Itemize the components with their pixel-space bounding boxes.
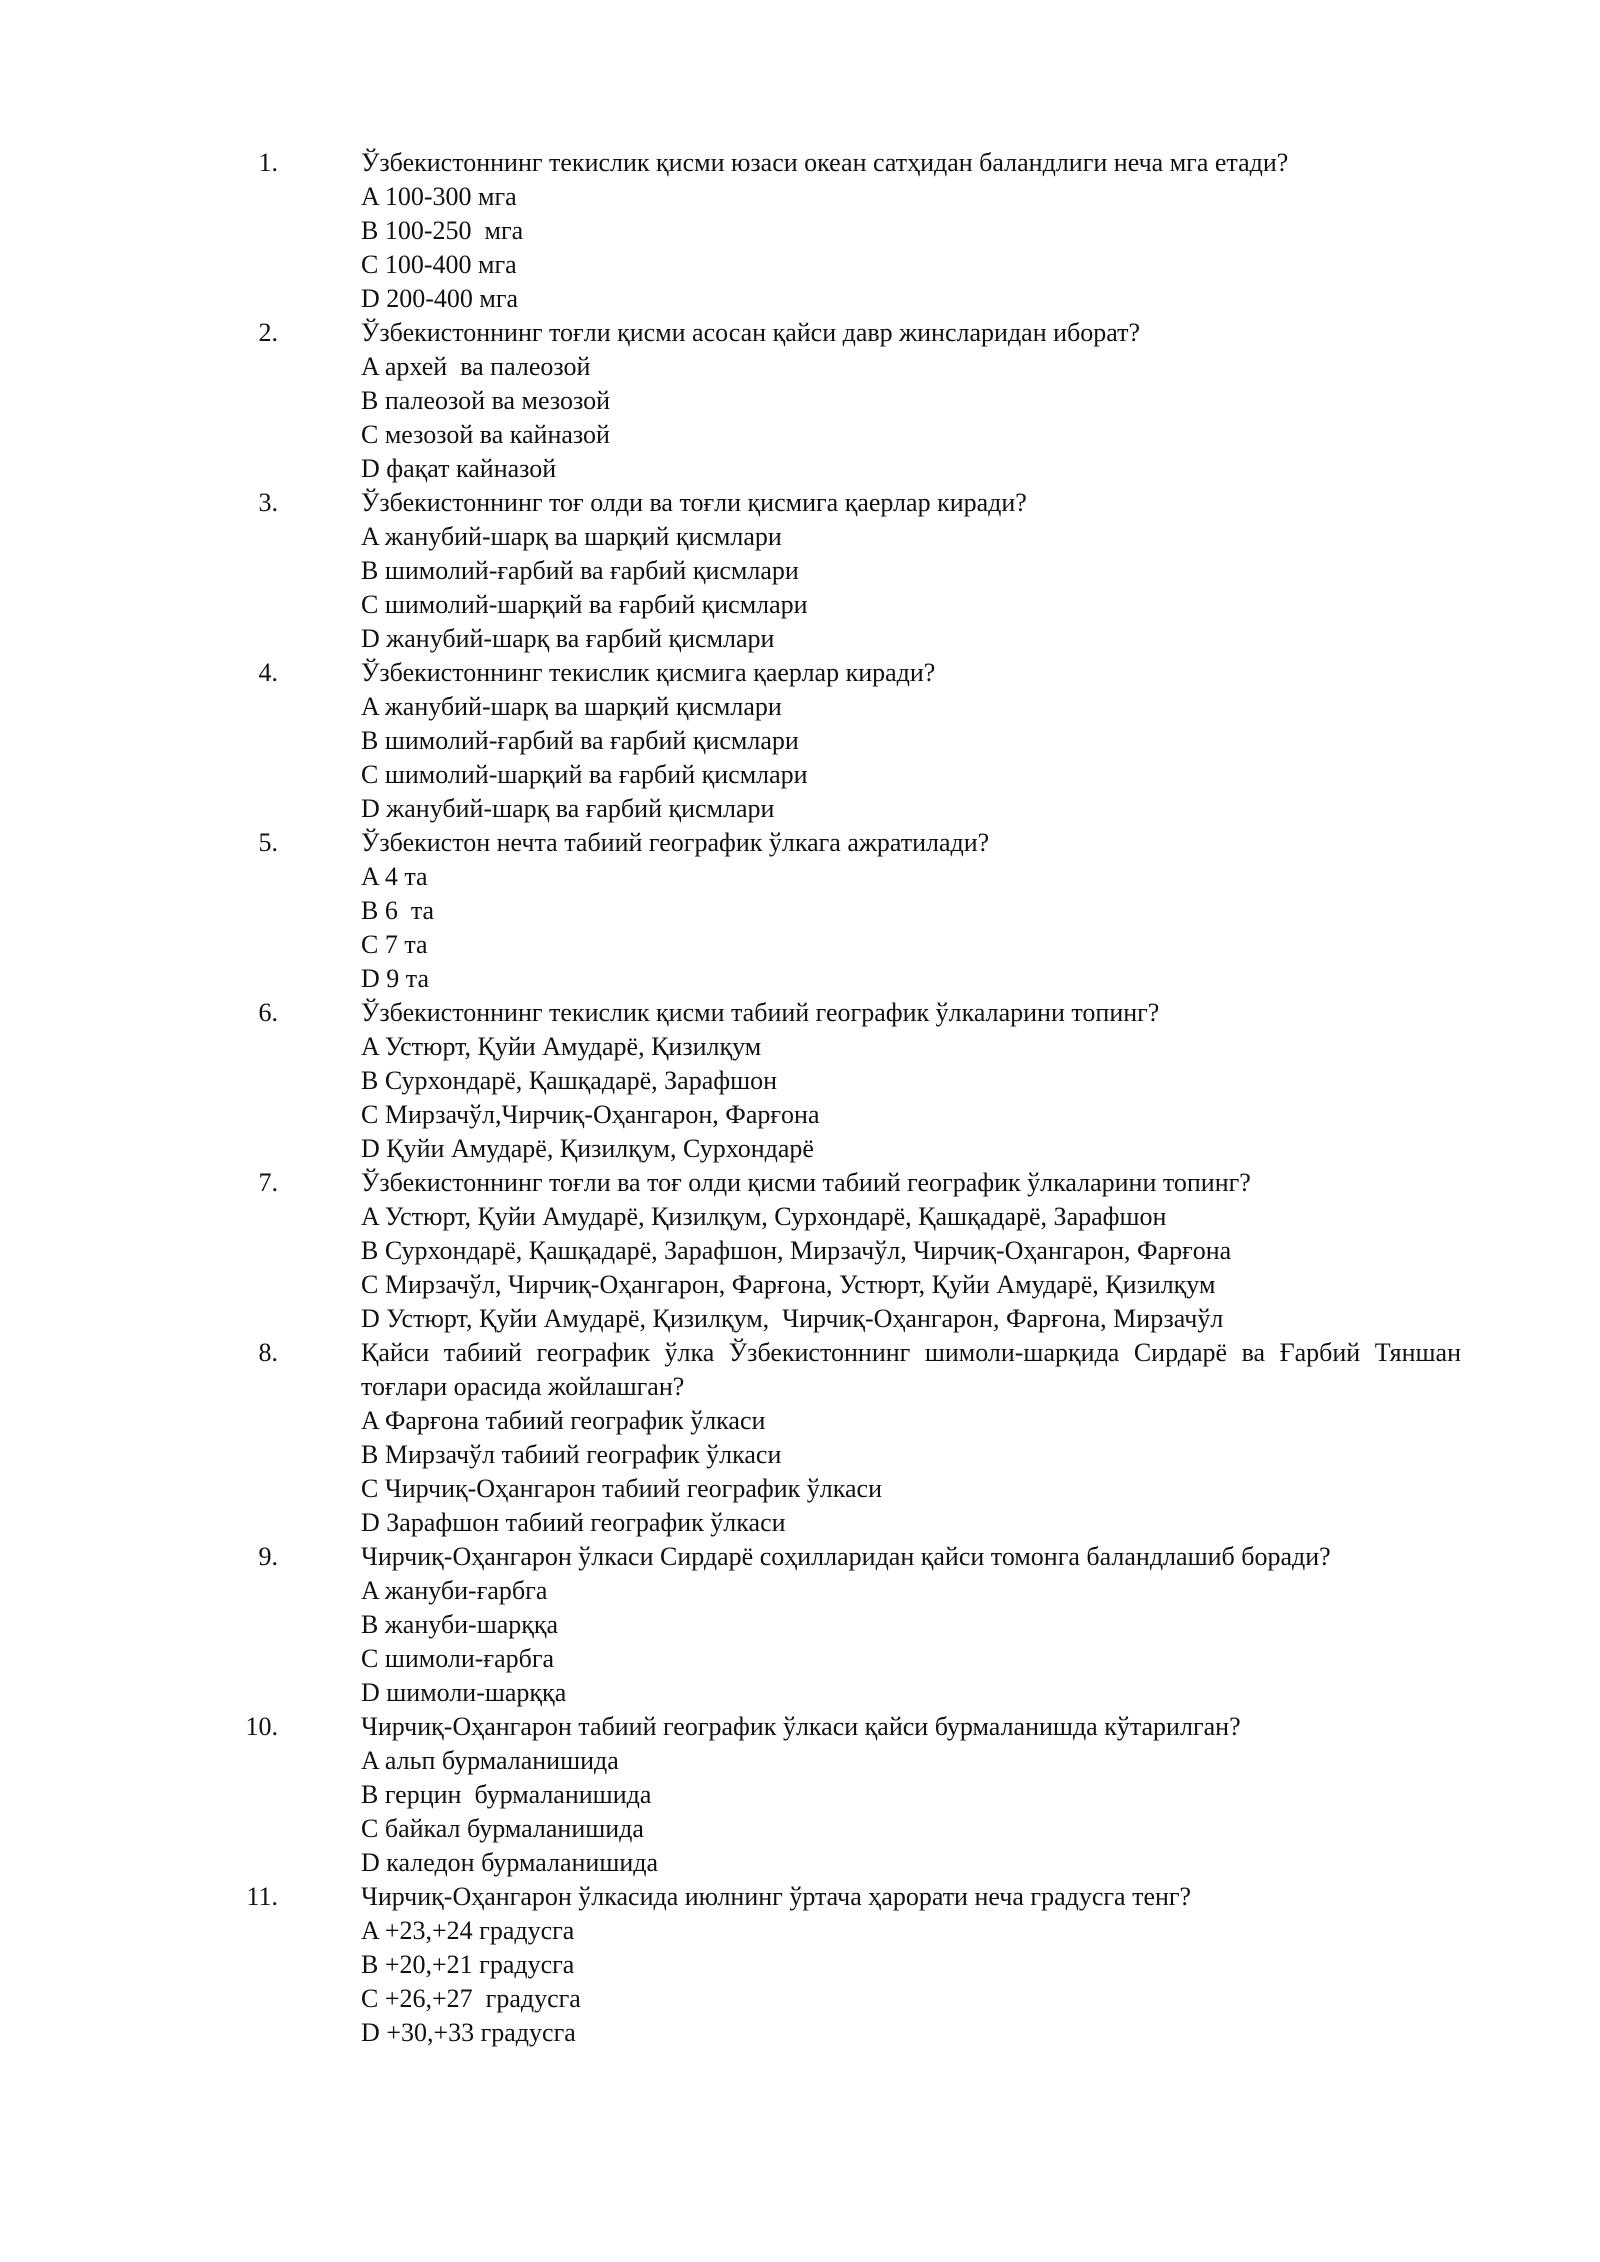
answer-option: B Сурхондарё, Қашқадарё, Зарафшон, Мирзачўл, Чирчиқ-Оҳангарон, Фарғона	[361, 1236, 1232, 1265]
answer-option: A 100-300 мга	[361, 182, 517, 211]
answer-options	[361, 350, 1600, 486]
answer-option: A жанубий-шарқ ва шарқий қисмлари	[361, 522, 782, 551]
answer-option: C Мирзачўл,Чирчиқ-Оҳангарон, Фарғона	[361, 1100, 820, 1129]
answer-option: B герцин бурмаланишида	[361, 1780, 652, 1809]
answer-option: A Устюрт, Қуйи Амударё, Қизилқум, Сурхондарё, Қашқадарё, Зарафшон	[361, 1202, 1167, 1231]
answer-option: B шимолий-ғарбий ва ғарбий қисмлари	[361, 556, 799, 585]
question-text: Ўзбекистоннинг тоғли қисми асосан қайси давр жинсларидан иборат?	[361, 318, 1141, 347]
question-list	[0, 146, 1600, 2050]
question-text: Қайси табиий географик ўлка Ўзбекистоннинг шимоли-шарқида Сирдарё ва Ғарбий Тяншан тоғлари орасида жойлашган?	[361, 1338, 1461, 1401]
question-number: 1.	[258, 148, 278, 177]
answer-option: C мезозой ва кайназой	[361, 420, 610, 449]
answer-option: A Устюрт, Қуйи Амударё, Қизилқум	[361, 1032, 762, 1061]
question-item	[0, 1540, 1600, 1710]
answer-option: D 9 та	[361, 964, 429, 993]
answer-option: D каледон бурмаланишида	[361, 1848, 659, 1877]
question-number: 8.	[258, 1338, 278, 1367]
answer-options	[361, 860, 1600, 996]
question-item	[0, 996, 1600, 1166]
answer-option: B 6 та	[361, 896, 435, 925]
question-item	[0, 826, 1600, 996]
question-text: Ўзбекистоннинг текислик қисми юзаси океан сатҳидан баландлиги неча мга етади?	[361, 148, 1289, 177]
answer-option: A Фарғона табиий географик ўлкаси	[361, 1406, 766, 1435]
answer-option: A жануби-ғарбга	[361, 1576, 548, 1605]
answer-options	[361, 1574, 1600, 1710]
answer-option: B палеозой ва мезозой	[361, 386, 611, 415]
answer-option: B +20,+21 градусга	[361, 1950, 575, 1979]
answer-option: C шимолий-шарқий ва ғарбий қисмлари	[361, 590, 808, 619]
answer-options	[361, 1200, 1600, 1336]
question-text: Ўзбекистоннинг текислик қисмига қаерлар киради?	[361, 658, 936, 687]
answer-option: D жанубий-шарқ ва ғарбий қисмлари	[361, 624, 775, 653]
answer-option: A жанубий-шарқ ва шарқий қисмлари	[361, 692, 782, 721]
answer-option: A +23,+24 градусга	[361, 1916, 575, 1945]
question-item	[0, 316, 1600, 486]
answer-option: C шимоли-ғарбга	[361, 1644, 555, 1673]
answer-options	[361, 520, 1600, 656]
question-text: Ўзбекистон нечта табиий географик ўлкага ажратилади?	[361, 828, 990, 857]
answer-option: D фақат кайназой	[361, 454, 557, 483]
answer-option: C Чирчиқ-Оҳангарон табиий географик ўлкаси	[361, 1474, 882, 1503]
answer-option: C +26,+27 градусга	[361, 1984, 581, 2013]
answer-option: B Мирзачўл табиий географик ўлкаси	[361, 1440, 782, 1469]
answer-option: D Қуйи Амударё, Қизилқум, Сурхондарё	[361, 1134, 814, 1163]
answer-options	[361, 1914, 1600, 2050]
question-item	[0, 146, 1600, 316]
answer-options	[361, 1030, 1600, 1166]
answer-option: A архей ва палеозой	[361, 352, 591, 381]
answer-option: C 100-400 мга	[361, 250, 517, 279]
question-number: 10.	[245, 1712, 278, 1741]
answer-option: C Мирзачўл, Чирчиқ-Оҳангарон, Фарғона, Устюрт, Қуйи Амударё, Қизилқум	[361, 1270, 1216, 1299]
question-text: Чирчиқ-Оҳангарон ўлкасида июлнинг ўртача ҳарорати неча градусга тенг?	[361, 1882, 1192, 1911]
question-number: 5.	[258, 828, 278, 857]
answer-options	[361, 1404, 1600, 1540]
question-number: 7.	[258, 1168, 278, 1197]
question-text: Чирчиқ-Оҳангарон табиий географик ўлкаси қайси бурмаланишда кўтарилган?	[361, 1712, 1241, 1741]
question-number: 3.	[258, 488, 278, 517]
answer-option: D шимоли-шарққа	[361, 1678, 567, 1707]
answer-option: C шимолий-шарқий ва ғарбий қисмлари	[361, 760, 808, 789]
answer-options	[361, 1744, 1600, 1880]
answer-option: A альп бурмаланишида	[361, 1746, 619, 1775]
answer-option: D жанубий-шарқ ва ғарбий қисмлари	[361, 794, 775, 823]
question-text: Ўзбекистоннинг тоғли ва тоғ олди қисми табиий географик ўлкаларини топинг?	[361, 1168, 1251, 1197]
question-item	[0, 656, 1600, 826]
question-number: 9.	[258, 1542, 278, 1571]
question-number: 4.	[258, 658, 278, 687]
question-item	[0, 1880, 1600, 2050]
answer-option: B жануби-шарққа	[361, 1610, 559, 1639]
question-text: Чирчиқ-Оҳангарон ўлкаси Сирдарё соҳилларидан қайси томонга баландлашиб боради?	[361, 1542, 1331, 1571]
answer-option: B Сурхондарё, Қашқадарё, Зарафшон	[361, 1066, 778, 1095]
answer-option: D Зарафшон табиий географик ўлкаси	[361, 1508, 786, 1537]
question-number: 6.	[258, 998, 278, 1027]
answer-option: B шимолий-ғарбий ва ғарбий қисмлари	[361, 726, 799, 755]
answer-option: B 100-250 мга	[361, 216, 524, 245]
answer-option: C байкал бурмаланишида	[361, 1814, 644, 1843]
answer-options	[361, 180, 1600, 316]
answer-option: D 200-400 мга	[361, 284, 519, 313]
answer-option: D +30,+33 градусга	[361, 2018, 576, 2047]
answer-options	[361, 690, 1600, 826]
question-item	[0, 1710, 1600, 1880]
answer-option: A 4 та	[361, 862, 428, 891]
question-item	[0, 1336, 1600, 1540]
question-number: 2.	[258, 318, 278, 347]
answer-option: D Устюрт, Қуйи Амударё, Қизилқум, Чирчиқ-Оҳангарон, Фарғона, Мирзачўл	[361, 1304, 1224, 1333]
question-text: Ўзбекистоннинг текислик қисми табиий географик ўлкаларини топинг?	[361, 998, 1160, 1027]
question-number: 11.	[246, 1882, 278, 1911]
question-item	[0, 1166, 1600, 1336]
answer-option: C 7 та	[361, 930, 428, 959]
question-text: Ўзбекистоннинг тоғ олди ва тоғли қисмига қаерлар киради?	[361, 488, 1027, 517]
question-item	[0, 486, 1600, 656]
